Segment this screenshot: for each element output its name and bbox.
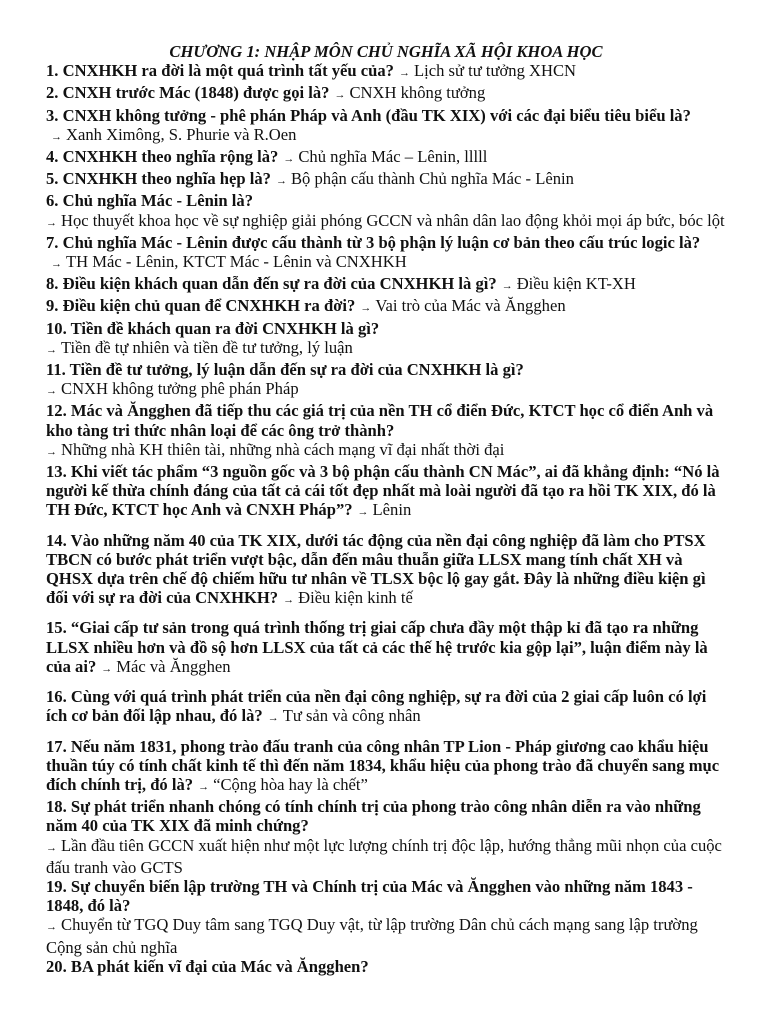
arrow-icon: → xyxy=(334,89,346,102)
question-item xyxy=(46,147,726,169)
answer xyxy=(394,61,576,80)
question-item xyxy=(46,61,726,83)
question-text: 17. Nếu năm 1831, phong trào đấu tranh của công nhân TP Lion - Pháp giương cao khẩu hiệu thuần túy có tính chất kinh tế thì đến năm 1834, khẩu hiệu của phong trào đã chuyển sang mục đích chính trị, đó là? xyxy=(46,736,720,794)
question-text: 1. CNXHKH ra đời là một quá trình tất yếu của? xyxy=(46,61,394,81)
arrow-icon: → xyxy=(46,216,57,229)
answer-text: Vai trò của Mác và Ăngghen xyxy=(375,296,566,316)
answer-text: CNXH không tưởng phê phán Pháp xyxy=(61,379,299,399)
question-text: 5. CNXHKH theo nghĩa hẹp là? xyxy=(46,169,271,189)
question-item xyxy=(46,169,726,191)
answer-text: TH Mác - Lênin, KTCT Mác - Lênin và CNXHKH xyxy=(66,252,407,272)
answer-text: Học thuyết khoa học về sự nghiệp giải phóng GCCN và nhân dân lao động khỏi mọi áp bức, bóc lột xyxy=(61,210,725,230)
question-text: 13. Khi viết tác phẩm “3 nguồn gốc và 3 bộ phận cấu thành CN Mác”, ai đã khẳng định: “Nó là người kế thừa chính đáng của tất cả cái tốt đẹp nhất mà loài người đã tạo ra hồi TK XIX, đó là TH Đức, KTCT học Anh và CNXH Pháp”? xyxy=(46,462,720,520)
answer xyxy=(46,915,726,956)
arrow-icon: → xyxy=(501,280,513,293)
arrow-icon: → xyxy=(275,175,287,188)
arrow-icon: → xyxy=(360,302,372,315)
arrow-icon: → xyxy=(198,780,210,793)
question-text: 14. Vào những năm 40 của TK XIX, dưới tác động của nền đại công nghiệp đã làm cho PTSX TBCN có bước phát triển vượt bậc, dẫn đến mâu thuẫn giữa LLSX mang tính chất XH và QHSX dựa trên chế độ chiếm hữu tư nhân về TLSX bộc lộ gay gắt. Đây là những điều kiện gì đối với sự ra đời của CNXHKH? xyxy=(46,530,706,608)
answer-text: Bộ phận cấu thành Chủ nghĩa Mác - Lênin xyxy=(290,169,574,189)
answer-text: Điều kiện KT-XH xyxy=(516,274,636,294)
question-text: 9. Điều kiện chủ quan để CNXHKH ra đời? xyxy=(46,296,356,316)
answer xyxy=(271,169,574,188)
question-text: 2. CNXH trước Mác (1848) được gọi là? xyxy=(46,83,330,103)
question-item xyxy=(46,233,726,274)
arrow-icon: → xyxy=(101,662,113,675)
arrow-icon: → xyxy=(283,594,295,607)
answer xyxy=(278,588,413,607)
answer-text: Lênin xyxy=(372,500,412,520)
answer-text: Tiền đề tự nhiên và tiền đề tư tưởng, lý luận xyxy=(61,337,353,357)
question-item xyxy=(46,83,726,105)
answer-text: Lần đầu tiên GCCN xuất hiện như một lực lượng chính trị độc lập, hướng thẳng mũi nhọn của cuộc đấu tranh vào GCTS xyxy=(46,835,722,877)
question-list xyxy=(46,61,726,976)
answer-text: Chủ nghĩa Mác – Lênin, lllll xyxy=(298,147,488,167)
question-text: 18. Sự phát triển nhanh chóng có tính chính trị của phong trào công nhân diễn ra vào những năm 40 của TK XIX đã minh chứng? xyxy=(46,797,701,836)
answer xyxy=(46,836,726,877)
question-text: 7. Chủ nghĩa Mác - Lênin được cấu thành từ 3 bộ phận lý luận cơ bản theo cấu trúc logic là? xyxy=(46,232,701,252)
arrow-icon: → xyxy=(357,506,369,519)
answer xyxy=(46,125,296,144)
answer-text: Xanh Ximông, S. Phurie và R.Oen xyxy=(66,124,297,144)
answer-text: Tư sản và công nhân xyxy=(282,706,421,726)
question-item xyxy=(46,319,726,360)
question-item xyxy=(46,797,726,877)
question-item xyxy=(46,877,726,957)
arrow-icon: → xyxy=(46,921,57,934)
arrow-icon: → xyxy=(51,258,62,271)
arrow-icon: → xyxy=(46,841,57,854)
chapter-title: CHƯƠNG 1: NHẬP MÔN CHỦ NGHĨA XÃ HỘI KHOA HỌC xyxy=(169,42,603,61)
answer xyxy=(46,252,407,271)
question-item xyxy=(46,296,726,318)
question-item xyxy=(46,531,726,611)
question-item xyxy=(46,401,726,462)
answer xyxy=(278,147,487,166)
question-text: 15. “Giai cấp tư sản trong quá trình thống trị giai cấp chưa đầy một thập kỉ đã tạo ra những LLSX nhiều hơn và đồ sộ hơn LLSX của tất cả các thế hệ trước kia gộp lại”, luận điểm này là của ai? xyxy=(46,618,708,676)
answer-text: Lịch sử tư tưởng XHCN xyxy=(413,61,577,81)
answer xyxy=(46,440,726,462)
question-text: 19. Sự chuyển biến lập trường TH và Chính trị của Mác và Ăngghen vào những năm 1843 - 1848, đó là? xyxy=(46,876,693,916)
answer xyxy=(96,657,230,676)
question-item xyxy=(46,462,726,523)
answer xyxy=(353,500,412,519)
answer xyxy=(46,211,726,233)
question-item xyxy=(46,737,726,798)
arrow-icon: → xyxy=(51,130,62,143)
arrow-icon: → xyxy=(46,445,57,458)
question-item xyxy=(46,687,726,728)
question-text: 11. Tiền đề tư tưởng, lý luận dẫn đến sự ra đời của CNXHKH là gì? xyxy=(46,360,524,380)
arrow-icon: → xyxy=(46,343,57,356)
answer xyxy=(329,83,485,102)
question-text: 10. Tiền đề khách quan ra đời CNXHKH là gì? xyxy=(46,318,380,338)
arrow-icon: → xyxy=(283,153,295,166)
question-item xyxy=(46,957,726,976)
answer-text: “Cộng hòa hay là chết” xyxy=(213,774,368,794)
answer-text: CNXH không tưởng xyxy=(349,83,486,103)
question-text: 4. CNXHKH theo nghĩa rộng là? xyxy=(46,147,279,167)
arrow-icon: → xyxy=(267,712,279,725)
question-item xyxy=(46,360,726,401)
question-text: 8. Điều kiện khách quan dẫn đến sự ra đời của CNXHKH là gì? xyxy=(46,274,497,294)
document-page xyxy=(46,42,726,976)
answer xyxy=(355,296,565,315)
arrow-icon: → xyxy=(398,67,410,80)
question-item xyxy=(46,274,726,296)
question-item xyxy=(46,618,726,679)
answer-text: Mác và Ăngghen xyxy=(116,656,231,676)
answer-text: Điều kiện kinh tế xyxy=(298,588,413,608)
arrow-icon: → xyxy=(46,385,57,398)
answer xyxy=(193,775,368,794)
question-item xyxy=(46,191,726,232)
answer xyxy=(46,379,726,401)
answer xyxy=(497,274,636,293)
question-text: 12. Mác và Ăngghen đã tiếp thu các giá trị của nền TH cổ điển Đức, KTCT học cổ điển Anh và kho tàng tri thức nhân loại để các ông trở thành? xyxy=(46,401,714,440)
answer-text: Những nhà KH thiên tài, những nhà cách mạng vĩ đại nhất thời đại xyxy=(61,439,505,459)
question-text: 20. BA phát kiến vĩ đại của Mác và Ăngghen? xyxy=(46,956,369,976)
answer-text: Chuyển từ TGQ Duy tâm sang TGQ Duy vật, từ lập trường Dân chủ cách mạng sang lập trường Cộng sản chủ nghĩa xyxy=(46,915,698,957)
answer xyxy=(46,338,726,360)
answer xyxy=(263,706,421,725)
question-text: 16. Cùng với quá trình phát triển của nền đại công nghiệp, sự ra đời của 2 giai cấp luôn có lợi ích cơ bản đối lập nhau, đó là? xyxy=(46,687,707,726)
question-text: 6. Chủ nghĩa Mác - Lênin là? xyxy=(46,191,253,211)
question-item xyxy=(46,106,726,147)
question-text: 3. CNXH không tưởng - phê phán Pháp và Anh (đầu TK XIX) với các đại biểu tiêu biểu là? xyxy=(46,105,691,125)
